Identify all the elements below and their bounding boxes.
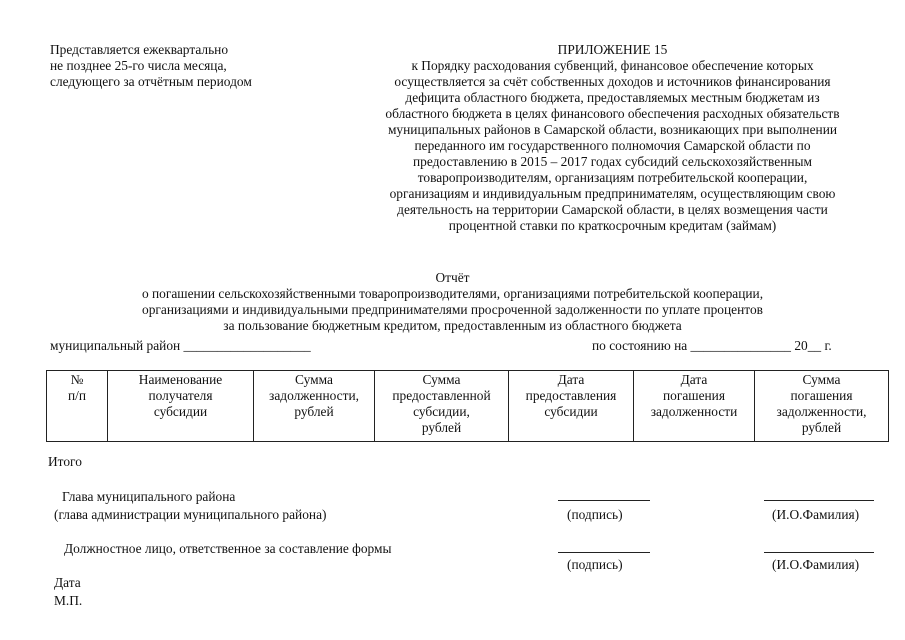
appendix-line: областного бюджета в целях финансового обеспечения расходных обязательств: [385, 106, 840, 121]
district-field: муниципальный район ___________________: [50, 338, 311, 353]
appendix-line: предоставлению в 2015 – 2017 годах субсидий сельскохозяйственным: [412, 154, 813, 169]
date-label: Дата: [54, 575, 81, 590]
appendix-title: ПРИЛОЖЕНИЕ 15: [557, 42, 668, 57]
report-subtitle-line: за пользование бюджетным кредитом, предоставленным из областного бюджета: [223, 318, 682, 333]
official-signature-line[interactable]: [558, 552, 650, 553]
head-subtitle: (глава администрации муниципального района): [54, 507, 327, 522]
appendix-line: муниципальных районов в Самарской области, возникающих при выполнении: [387, 122, 838, 137]
head-name-line[interactable]: [764, 500, 874, 501]
header-repayment-amount: Сумма погашения задолженности, рублей: [755, 371, 889, 442]
appendix-line: дефицита областного бюджета, предоставляемых местным бюджетам из: [405, 90, 820, 105]
appendix-line: процентной ставки по краткосрочным кредитам (займам): [448, 218, 777, 233]
header-subsidy-amount: Сумма предоставленной субсидии, рублей: [375, 371, 509, 442]
appendix-block: [340, 42, 885, 234]
appendix-line: деятельность на территории Самарской области, в целях возмещения части: [397, 202, 828, 217]
submission-note-line: Представляется ежеквартально: [50, 42, 229, 57]
appendix-line: к Порядку расходования субвенций, финансовое обеспечение которых: [411, 58, 814, 73]
head-signature-label: (подпись): [567, 507, 623, 522]
submission-note: [50, 42, 320, 90]
header-number: № п/п: [47, 371, 108, 442]
report-date-field: по состоянию на _______________ 20__ г.: [592, 338, 832, 353]
total-label: Итого: [48, 454, 82, 469]
official-name-label: (И.О.Фамилия): [772, 557, 860, 572]
report-heading: [0, 270, 905, 334]
appendix-line: организациям и индивидуальным предпринимателям, осуществляющим свою: [389, 186, 836, 201]
header-recipient: Наименование получателя субсидии: [108, 371, 254, 442]
official-title: Должностное лицо, ответственное за составление формы: [64, 541, 392, 556]
official-signature-label: (подпись): [567, 557, 623, 572]
official-name-line[interactable]: [764, 552, 874, 553]
head-name-label: (И.О.Фамилия): [772, 507, 860, 522]
head-title: Глава муниципального района: [62, 489, 236, 504]
header-subsidy-date: Дата предоставления субсидии: [509, 371, 634, 442]
report-table: [46, 370, 889, 442]
appendix-line: осуществляется за счёт собственных доходов и источников финансирования: [394, 74, 831, 89]
appendix-line: переданного им государственного полномочия Самарской области по: [414, 138, 811, 153]
appendix-line: товаропроизводителям, организациям потребительской кооперации,: [417, 170, 808, 185]
submission-note-line: следующего за отчётным периодом: [50, 74, 252, 89]
header-repayment-date: Дата погашения задолженности: [634, 371, 755, 442]
table-header-row: [47, 371, 889, 442]
report-subtitle-line: о погашении сельскохозяйственными товаропроизводителями, организациями потребительской кооперации,: [141, 286, 764, 301]
report-title: Отчёт: [435, 270, 470, 285]
submission-note-line: не позднее 25-го числа месяца,: [50, 58, 227, 73]
report-subtitle-line: организациями и индивидуальными предпринимателями просроченной задолженности по уплате процентов: [142, 302, 763, 317]
head-signature-line[interactable]: [558, 500, 650, 501]
stamp-label: М.П.: [54, 593, 83, 608]
header-debt-amount: Сумма задолженности, рублей: [254, 371, 375, 442]
